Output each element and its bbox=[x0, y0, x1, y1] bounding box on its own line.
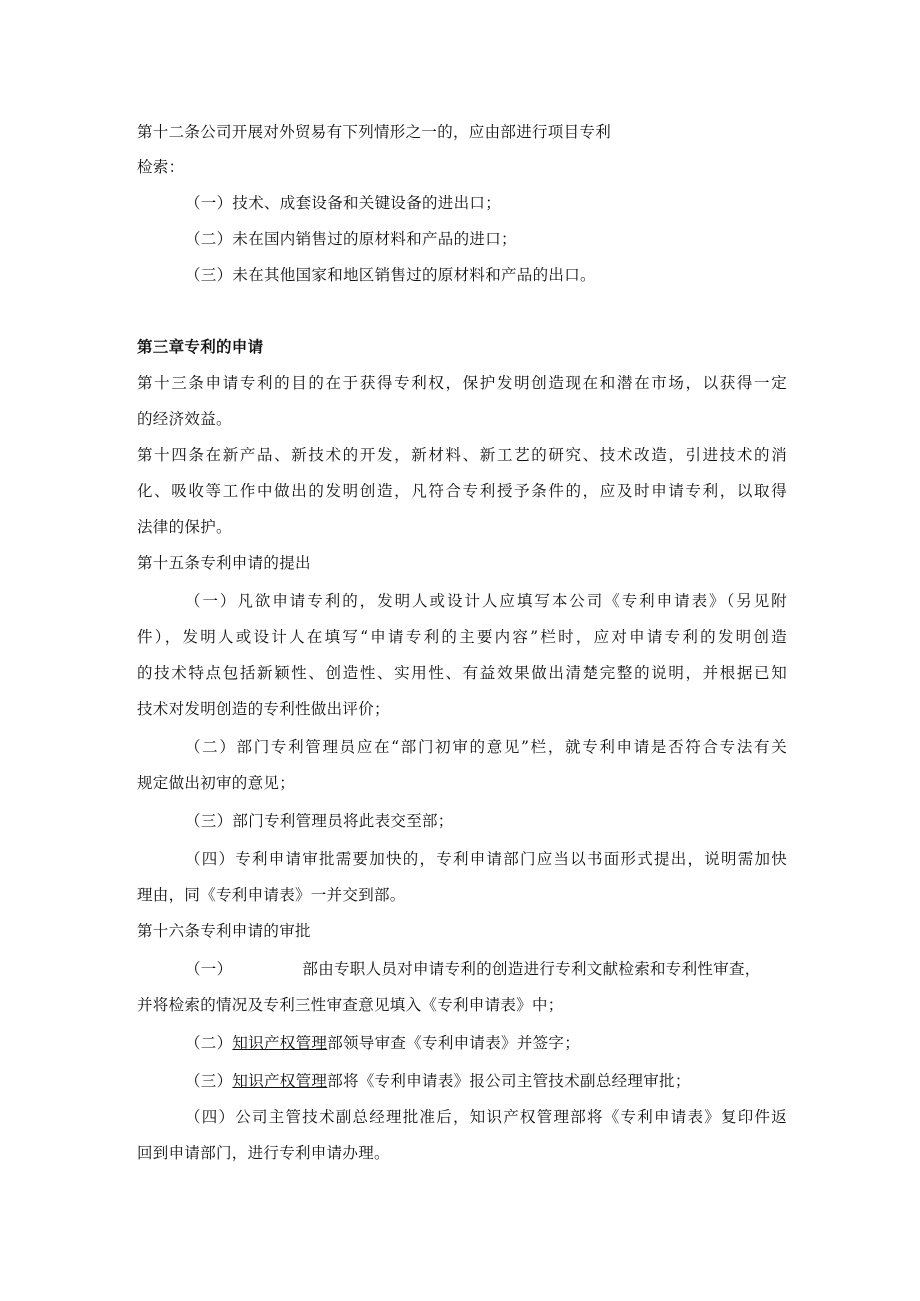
article-15-item-4-line-2: 理由，同《专利申请表》一并交到部。 bbox=[137, 886, 406, 904]
article-15-item-1-line-2: 件），发明人或设计人在填写“申请专利的主要内容”栏时，应对申请专利的发明创造 bbox=[137, 628, 787, 646]
article-15-item-1-line-3: 的技术特点包括新颖性、创造性、实用性、有益效果做出清楚完整的说明，并根据已知 bbox=[137, 664, 787, 682]
article-12-item-1: （一）技术、成套设备和关键设备的进出口； bbox=[185, 194, 502, 212]
article-12-line-1: 第十二条公司开展对外贸易有下列情形之一的，应由部进行项目专利 bbox=[137, 123, 612, 141]
article-16-item-2-label: （二） bbox=[185, 1034, 233, 1052]
article-15-item-2-line-1: （二）部门专利管理员应在“部门初审的意见”栏，就专利申请是否符合专法有关 bbox=[185, 738, 787, 756]
article-16-item-2 bbox=[185, 1033, 835, 1053]
article-15-heading: 第十五条专利申请的提出 bbox=[137, 554, 311, 572]
article-16-item-3 bbox=[185, 1071, 835, 1091]
article-16-item-1-line-1 bbox=[185, 959, 787, 979]
article-12-item-3: （三）未在其他国家和地区销售过的原材料和产品的出口。 bbox=[185, 266, 596, 284]
article-16-item-1-text: 部由专职人员对申请专利的创造进行专利文献检索和专利性审查， bbox=[302, 960, 761, 978]
article-13-line-2: 的经济效益。 bbox=[137, 410, 232, 428]
article-14-line-3: 法律的保护。 bbox=[137, 518, 232, 536]
article-16-item-1-label: （一） bbox=[185, 960, 233, 978]
ip-dept-underlined: 知识产权管理 bbox=[232, 1072, 328, 1090]
article-14-line-2: 化、吸收等工作中做出的发明创造，凡符合专利授予条件的，应及时申请专利，以取得 bbox=[137, 482, 787, 500]
article-15-item-2-line-2: 规定做出初审的意见； bbox=[137, 774, 296, 792]
article-16-item-3-text: 部将《专利申请表》报公司主管技术副总经理审批； bbox=[327, 1072, 691, 1090]
article-14-line-1: 第十四条在新产品、新技术的开发，新材料、新工艺的研究、技术改造，引进技术的消 bbox=[137, 446, 787, 464]
article-12-item-2: （二）未在国内销售过的原材料和产品的进口； bbox=[185, 230, 517, 248]
chapter-3-heading: 第三章专利的申请 bbox=[137, 338, 264, 356]
article-15-item-4-line-1: （四）专利申请审批需要加快的，专利申请部门应当以书面形式提出，说明需加快 bbox=[185, 850, 787, 868]
article-16-item-1-line-2: 并将检索的情况及专利三性审查意见填入《专利申请表》中； bbox=[137, 996, 564, 1014]
article-13-line-1: 第十三条申请专利的目的在于获得专利权，保护发明创造现在和潜在市场，以获得一定 bbox=[137, 374, 787, 392]
article-12-line-2: 检索： bbox=[137, 158, 185, 176]
article-15-item-1-line-1: （一）凡欲申请专利的，发明人或设计人应填写本公司《专利申请表》（另见附 bbox=[185, 592, 787, 610]
article-16-item-4-line-2: 回到申请部门，进行专利申请办理。 bbox=[137, 1144, 390, 1162]
article-16-heading: 第十六条专利申请的审批 bbox=[137, 922, 311, 940]
article-15-item-1-line-4: 技术对发明创造的专利性做出评价； bbox=[137, 700, 390, 718]
article-16-item-2-text: 部领导审查《专利申请表》并签字； bbox=[327, 1034, 581, 1052]
article-16-item-3-label: （三） bbox=[185, 1072, 233, 1090]
ip-dept-underlined: 知识产权管理 bbox=[232, 1034, 328, 1052]
article-15-item-3: （三）部门专利管理员将此表交至部； bbox=[185, 812, 454, 830]
article-16-item-4-line-1: （四）公司主管技术副总经理批准后，知识产权管理部将《专利申请表》复印件返 bbox=[185, 1108, 787, 1126]
